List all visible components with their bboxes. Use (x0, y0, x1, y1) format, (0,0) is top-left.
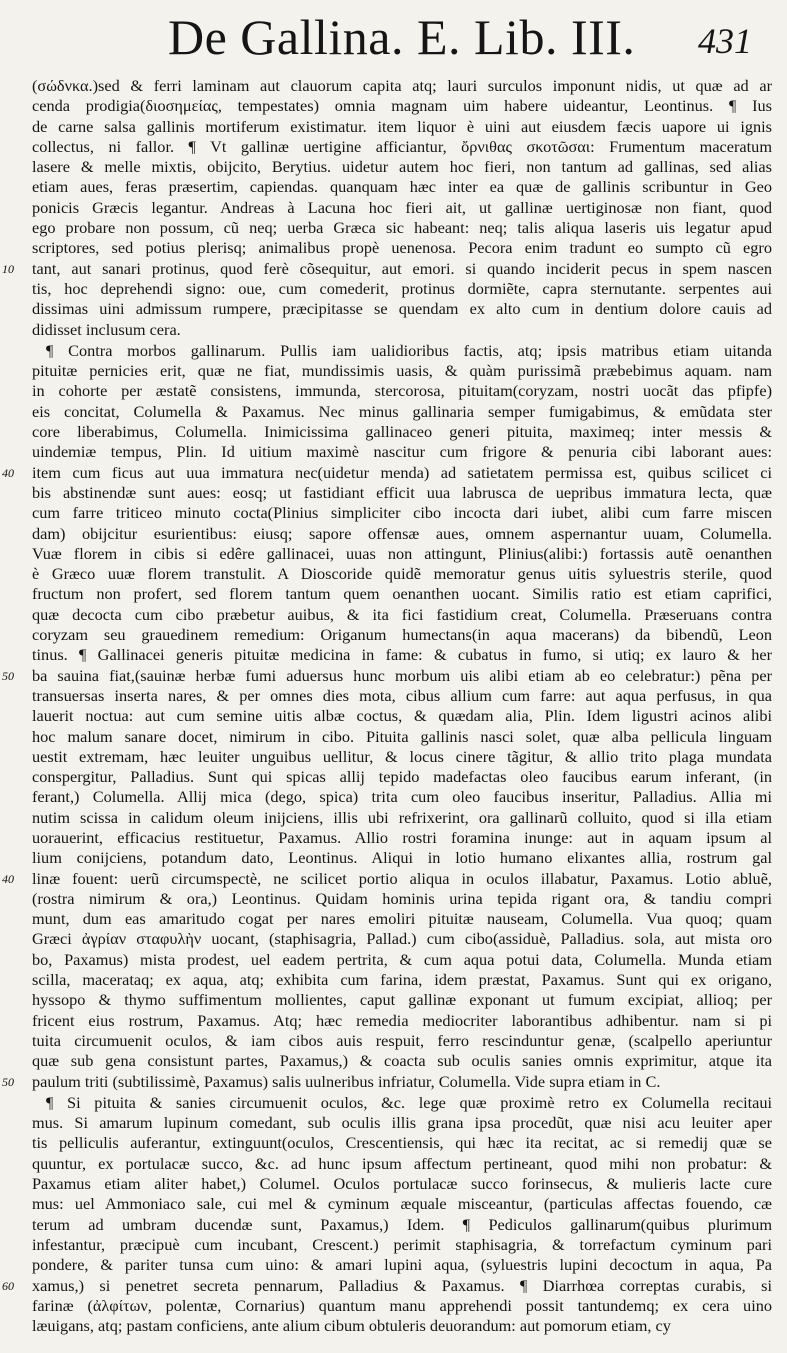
line-text: è Græco uuæ florem transtulit. A Dioscoride quidẽ memoratur genus uitis syluestris sterile, quod (32, 564, 772, 584)
text-line (32, 1113, 772, 1133)
text-line (32, 238, 772, 258)
line-text: scilla, macerataq; ex aqua, atq; exhibita cum farina, idem præstat, Paxamus. Sunt qui ex origano, (32, 970, 772, 990)
line-text: cenda prodigia(διοσημείας, tempestates) omnia magnam uim habere uideantur, Leontinus. ¶ Ius (32, 96, 772, 116)
line-text: fructum non profert, sed florem tantum quem oenanthen uocant. Similis ratio est etiam caprifici, (32, 584, 772, 604)
text-line (32, 483, 772, 503)
page-number: 431 (698, 21, 752, 61)
line-text: coryzam seu grauedinem remedium: Origanum humectans(in aqua macerans) da bibendũ, Leon (32, 625, 772, 645)
text-line (32, 299, 772, 319)
line-text: tinus. ¶ Gallinacei generis pituitæ medicina in fame: & cubatus in fumo, si utiq; ex lauro & her (32, 645, 772, 665)
line-text: etiam aues, feras præsertim, capiendas. quanquam hæc inter ea quæ de gallinis scribuntur in Geo (32, 177, 772, 197)
line-text: collectus, ni fallor. ¶ Vt gallinæ uertigine afficiantur, ὄρνιθας σκοτῶσαι: Frumentum maceratum (32, 136, 772, 156)
text-line (2, 868, 772, 889)
line-text: cum farre triticeo minuto cocta(Plinius simpliciter cibo incocta dari iubet, alibi cum farre miscen (32, 503, 772, 523)
line-text: mus: uel Ammoniaco sale, cui mel & cyminum æquale misceantur, (particulas affectas fouendo, cæ (32, 1194, 772, 1214)
text-line (32, 1296, 772, 1316)
running-title: De Gallina. E. Lib. III. (168, 9, 636, 65)
line-text: uindemiæ tempus, Plin. Id uitium maximè nascitur cum frigore & penuria cibi laborant aues: (32, 442, 772, 462)
line-text: pituitæ pernicies erit, quæ ne fiat, mundissimis uasis, & quàm purissimã præbebimus aquam. nam (32, 361, 772, 381)
line-text: infestantur, præcipuè cum incubant, Crescent.) perimit staphisagria, & torrefactum cyminum pari (32, 1234, 772, 1254)
text-line (32, 1051, 772, 1071)
line-text: transuersas inserta nares, & per omnes dies mota, cibus allium cum farre: aut aqua perfusus, in qua (32, 685, 772, 705)
line-text: ponicis Græcis legantur. Andreas à Lacuna hoc fieri ait, ut gallinæ uertiginosæ non fiant, quod (32, 197, 772, 217)
text-line (32, 605, 772, 625)
line-text: core liberabimus, Columella. Inimicissima gallinaceo generi pituita, maximeq; inter messis & (32, 422, 772, 442)
line-number: 50 (2, 1074, 14, 1089)
text-line (32, 381, 772, 401)
text-line (32, 564, 772, 584)
line-text: uorauerint, efficacius restituetur, Paxamus. Allio rostri foramina inunge: aut in aquam ipsum al (32, 827, 772, 847)
line-text: eis concitat, Columella & Paxamus. Nec minus gallinaria semper fumigabimus, & emũdata ster (32, 401, 772, 421)
line-number: 50 (2, 668, 14, 683)
text-line (32, 218, 772, 238)
text-line (32, 848, 772, 868)
line-text: læuigans, atq; pastam conficiens, ante alium cibum obtuleris deuorandum: aut pomorum etiam, cy (32, 1316, 671, 1336)
text-line (2, 258, 772, 279)
line-text: tant, aut sanari protinus, quod ferè cõsequitur, aut emori. si quando inciderit pecus in spem nascen (32, 258, 772, 278)
line-text: mus. Si amarum lupinum comedant, sub oculis illis grana ipsa procedũt, quæ nisi acu leuiter aper (32, 1113, 772, 1133)
text-line (32, 950, 772, 970)
text-line (32, 1255, 772, 1275)
line-text: lauerit noctua: aut cum semine uitis albæ coctus, & quædam alia, Plin. Idem ligustri acinos alibi (32, 706, 772, 726)
page-header (0, 0, 787, 78)
paragraph (2, 76, 772, 340)
paragraph (2, 1092, 772, 1337)
text-line (32, 1235, 772, 1255)
text-line (2, 1275, 772, 1296)
line-text: ¶ Contra morbos gallinarum. Pullis iam ualidioribus factis, atq; ipsis matribus etiam uitanda (46, 340, 772, 360)
text-line (2, 1071, 772, 1092)
line-number: 40 (2, 465, 14, 480)
line-text: tis pelliculis auferantur, extinguunt(oculos, Crescentiensis, qui hæc ita recitat, ac si remedij quæ se (32, 1133, 772, 1153)
text-line (32, 645, 772, 665)
line-text: quuntur, ex portulacæ succo, &c. ad hunc ipsum affectum pertineant, quod mihi non probatur: & (32, 1153, 772, 1173)
text-line (32, 889, 772, 909)
line-text: de carne salsa gallinis mortiferum existimatur. item liquor è uini aut eiusdem fæcis uapore ui ignis (32, 116, 772, 136)
line-text: bo, Paxamus) mista prodest, uel eadem pertrita, & cum aqua potui data, Columella. Munda etiam (32, 949, 772, 969)
text-line (32, 1133, 772, 1153)
text-line (32, 706, 772, 726)
line-text: farinæ (ἀλφίτων, polentæ, Cornarius) quantum manu apprehendi possit tantundemq; ex cera uino (32, 1295, 772, 1315)
line-text: dissimas uini admissum rumpere, præcipitasse se quendam ex alto cum in dentium dolore cauis ad (32, 299, 772, 319)
text-line (32, 279, 772, 299)
text-line (32, 1154, 772, 1174)
text-line (2, 462, 772, 483)
line-text: (σώδνκα.)sed & ferri laminam aut clauorum capita atq; lauri surculos imponunt nidis, ut quæ ad ar (32, 76, 772, 95)
text-line (32, 625, 772, 645)
line-text: ego probare non possum, cũ neq; uerba Græca sic habeant: neq; talis aliqua laseris uis legatur apud (32, 218, 772, 238)
text-line (32, 96, 772, 116)
line-text: hoc malum sanare docet, nimirum in cibo. Pituita gallinis nasci solet, quæ alba pellicula linguam (32, 726, 772, 746)
line-text: ba sauina fiat,(sauinæ herbæ fumi aduersus hunc morbum uis alibi etiam ab eo celebratur:) pẽna per (32, 665, 772, 685)
body-text (2, 76, 772, 1346)
line-text: fricent eius rostrum, Paxamus. Atq; hæc remedia mediocriter laborantibus adhibentur. nam si pi (32, 1010, 772, 1030)
text-line (32, 1316, 772, 1336)
text-line (32, 1011, 772, 1031)
text-line (32, 320, 772, 340)
line-text: uestit extremam, hæc leuiter unguibus uellitur, & locus cinere tãgitur, & allio trito plaga mundata (32, 746, 772, 766)
line-text: pondere, & pariter tunsa cum uino: & amari lupini aqua, (syluestris lupini decoctum in aqua, Pa (32, 1255, 772, 1275)
text-line (32, 727, 772, 747)
text-line (32, 747, 772, 767)
line-text: quæ decocta cum cibo præbetur auibus, & ita fici fastidium creat, Columella. Præseruans contra (32, 604, 772, 624)
text-line (32, 361, 772, 381)
text-line (32, 137, 772, 157)
line-text: tis, hoc deprehendi signo: oue, cum comederit, protinus dormiẽte, capra sternutante. serpentes aui (32, 278, 772, 298)
line-text: in cohorte per æstatẽ consistens, immunda, stercorosa, pituitam(coryzam, nostri uocãt das pfipfe) (32, 381, 772, 401)
line-number: 60 (2, 1278, 14, 1293)
text-line (32, 1031, 772, 1051)
text-line (32, 544, 772, 564)
line-text: didisset inclusum cera. (32, 319, 181, 339)
text-line (32, 808, 772, 828)
text-line (32, 970, 772, 990)
line-text: linæ fouent: uerũ circumspectè, ne scilicet portio aliqua in oculos illabatur, Paxamus. Lotio abluẽ, (32, 868, 772, 888)
line-text: dam) obijcitur esurientibus: eiusq; sapore offensæ aues, omnem aspernantur uuam, Columella. (32, 523, 772, 543)
line-number: 40 (2, 871, 14, 886)
line-text: scriptores, sed potius plerisq; animalibus propè uenenosa. Pecora enim tradunt eo sumpto cũ egro (32, 238, 772, 258)
line-text: paulum triti (subtilissimè, Paxamus) salis uulneribus infriatur, Columella. Vide supra etiam in C. (32, 1071, 661, 1091)
text-line (32, 117, 772, 137)
line-number: 10 (2, 261, 14, 276)
text-line (32, 422, 772, 442)
text-line (32, 767, 772, 787)
text-line (32, 929, 772, 949)
line-text: hyssopo & thymo suffimentum mollientes, caput gallinæ exponant ut fumum excipiat, allioq; per (32, 990, 772, 1010)
line-text: (rostra nimirum & ora,) Leontinus. Quidam hominis urina tepida rigant ora, & tandiu compri (32, 888, 772, 908)
text-line (32, 442, 772, 462)
line-text: munt, dum eas amaritudo cogat per nares emoliri pituitæ nauseam, Columella. Vua quoq; quam (32, 909, 772, 929)
text-line (32, 1215, 772, 1235)
paragraph (2, 340, 772, 1092)
line-text: quæ sub gena consistunt partes, Paxamus,) & coacta sub oculis sanies omnis exprimitur, atque ita (32, 1051, 772, 1071)
text-line (32, 524, 772, 544)
text-line (32, 1093, 772, 1113)
text-line (32, 828, 772, 848)
text-line (32, 177, 772, 197)
text-line (32, 787, 772, 807)
text-line (2, 665, 772, 686)
line-text: bis abstinendæ sunt aues: eosq; ut fastidiant efficit uua labrusca de uepribus immatura lecta, quæ (32, 482, 772, 502)
text-line (32, 909, 772, 929)
text-line (32, 341, 772, 361)
line-text: ferant,) Columella. Allij mica (dego, spica) trita cum oleo faucibus inseritur, Palladius. Allia mi (32, 787, 772, 807)
line-text: lasere & melle mixtis, obijcito, Berytius. uidetur autem hoc fieri, non tantum ad gallinas, sed alias (32, 157, 772, 177)
text-line (32, 402, 772, 422)
line-text: terum ad umbram ducendæ sunt, Paxamus,) Idem. ¶ Pediculos gallinarum(quibus plurimum (32, 1214, 772, 1234)
line-text: xamus,) si penetret secreta pennarum, Palladius & Paxamus. ¶ Diarrhœa correptas curabis, si (32, 1275, 772, 1295)
text-line (32, 503, 772, 523)
text-line (32, 1194, 772, 1214)
text-line (32, 198, 772, 218)
text-line (32, 990, 772, 1010)
text-line (32, 686, 772, 706)
line-text: lium conijciens, potandum dato, Leontinus. Aliqui in lotio humano elixantes allia, rostrum gal (32, 848, 772, 868)
line-text: item cum ficus aut uua immatura nec(uidetur menda) ad satietatem permissa est, quibus scilicet ci (32, 462, 772, 482)
line-text: tuita circumuenit oculos, & iam cibos auis respuit, ferro rescinduntur genæ, (scalpello aperiuntur (32, 1030, 772, 1050)
line-text: ¶ Si pituita & sanies circumuenit oculos, &c. lege quæ proximè retro ex Columella recitaui (46, 1092, 772, 1112)
line-text: Græci ἀγρίαν σταφυλὴν uocant, (staphisagria, Pallad.) cum cibo(assiduè, Palladius. sola, aut mista oro (32, 929, 772, 949)
line-text: Paxamus etiam aliter habet,) Columel. Oculos portulacæ succo forinsecus, & mulieris lacte cure (32, 1174, 772, 1194)
line-text: Vuæ florem in cibis si edêre gallinacei, uuas non attingunt, Plinius(alibi:) fortassis autẽ oenanthen (32, 543, 772, 563)
line-text: nutim scissa in calidum oleum inijciens, illis ubi refrixerint, ora gallinarũ colluito, quod si illa etiam (32, 807, 772, 827)
text-line (32, 584, 772, 604)
text-line (32, 157, 772, 177)
line-text: conspergitur, Palladius. Sunt qui spicas allij tepido madefactas oleo faucibus earum inferant, (in (32, 767, 772, 787)
text-line (32, 1174, 772, 1194)
text-line (32, 76, 772, 96)
